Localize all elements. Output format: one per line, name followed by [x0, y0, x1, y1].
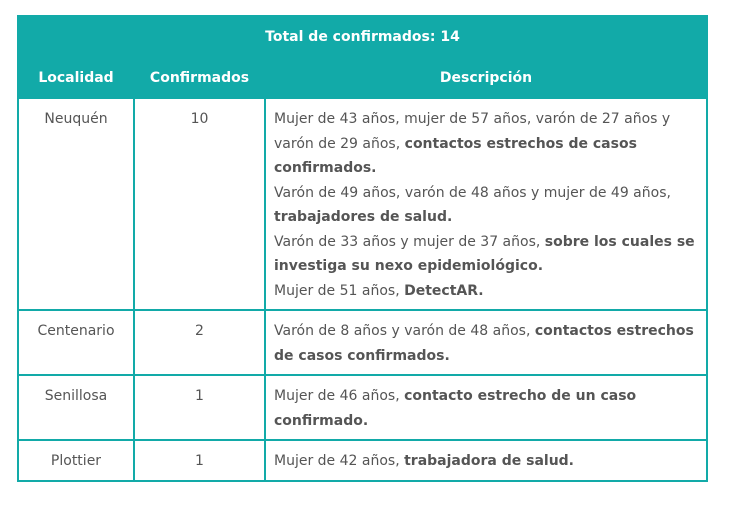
cell-descripcion	[265, 375, 707, 440]
header-descripcion: Descripción	[265, 58, 707, 98]
description-text: Mujer de 46 años,	[274, 388, 405, 404]
confirmed-cases-table	[17, 15, 708, 482]
table-title-row	[18, 16, 707, 58]
cell-descripcion	[265, 310, 707, 375]
description-emphasis: contactos estrechos de casos confirmados.	[274, 135, 637, 176]
table-row	[18, 98, 707, 310]
description-text: Mujer de 43 años, mujer de 57 años, varón de 27 años y varón de 29 años,	[274, 111, 671, 152]
table-header-row	[18, 58, 707, 98]
cell-localidad: Centenario	[18, 310, 134, 375]
cell-confirmados: 1	[134, 440, 265, 481]
cell-confirmados: 1	[134, 375, 265, 440]
header-confirmados: Confirmados	[134, 58, 265, 98]
table-row	[18, 440, 707, 481]
description-emphasis: trabajadora de salud.	[404, 453, 574, 469]
table-row	[18, 310, 707, 375]
description-line	[274, 319, 698, 368]
cell-confirmados: 2	[134, 310, 265, 375]
cell-localidad: Neuquén	[18, 98, 134, 310]
description-emphasis: contacto estrecho de un caso confirmado.	[274, 388, 637, 429]
table-title: Total de confirmados: 14	[18, 16, 707, 58]
description-line	[274, 279, 698, 304]
description-text: Varón de 8 años y varón de 48 años,	[274, 323, 535, 339]
cell-descripcion	[265, 440, 707, 481]
table-row	[18, 375, 707, 440]
description-text: Mujer de 42 años,	[274, 453, 405, 469]
description-emphasis: trabajadores de salud.	[274, 209, 453, 225]
description-text: Mujer de 51 años,	[274, 282, 405, 299]
description-text: Varón de 33 años y mujer de 37 años,	[274, 233, 545, 250]
description-line	[274, 181, 698, 230]
header-localidad: Localidad	[18, 58, 134, 98]
cell-localidad: Senillosa	[18, 375, 134, 440]
description-line	[274, 230, 698, 279]
description-line	[274, 449, 698, 474]
description-text: Varón de 49 años, varón de 48 años y mujer de 49 años,	[274, 184, 671, 201]
table-body	[18, 98, 707, 481]
description-emphasis: contactos estrechos de casos confirmados.	[274, 323, 694, 364]
description-line	[274, 384, 698, 433]
description-emphasis: DetectAR.	[404, 282, 484, 299]
cell-localidad: Plottier	[18, 440, 134, 481]
cell-descripcion	[265, 98, 707, 310]
cell-confirmados: 10	[134, 98, 265, 310]
description-line	[274, 107, 698, 181]
description-emphasis: sobre los cuales se investiga su nexo epidemiológico.	[274, 233, 695, 274]
